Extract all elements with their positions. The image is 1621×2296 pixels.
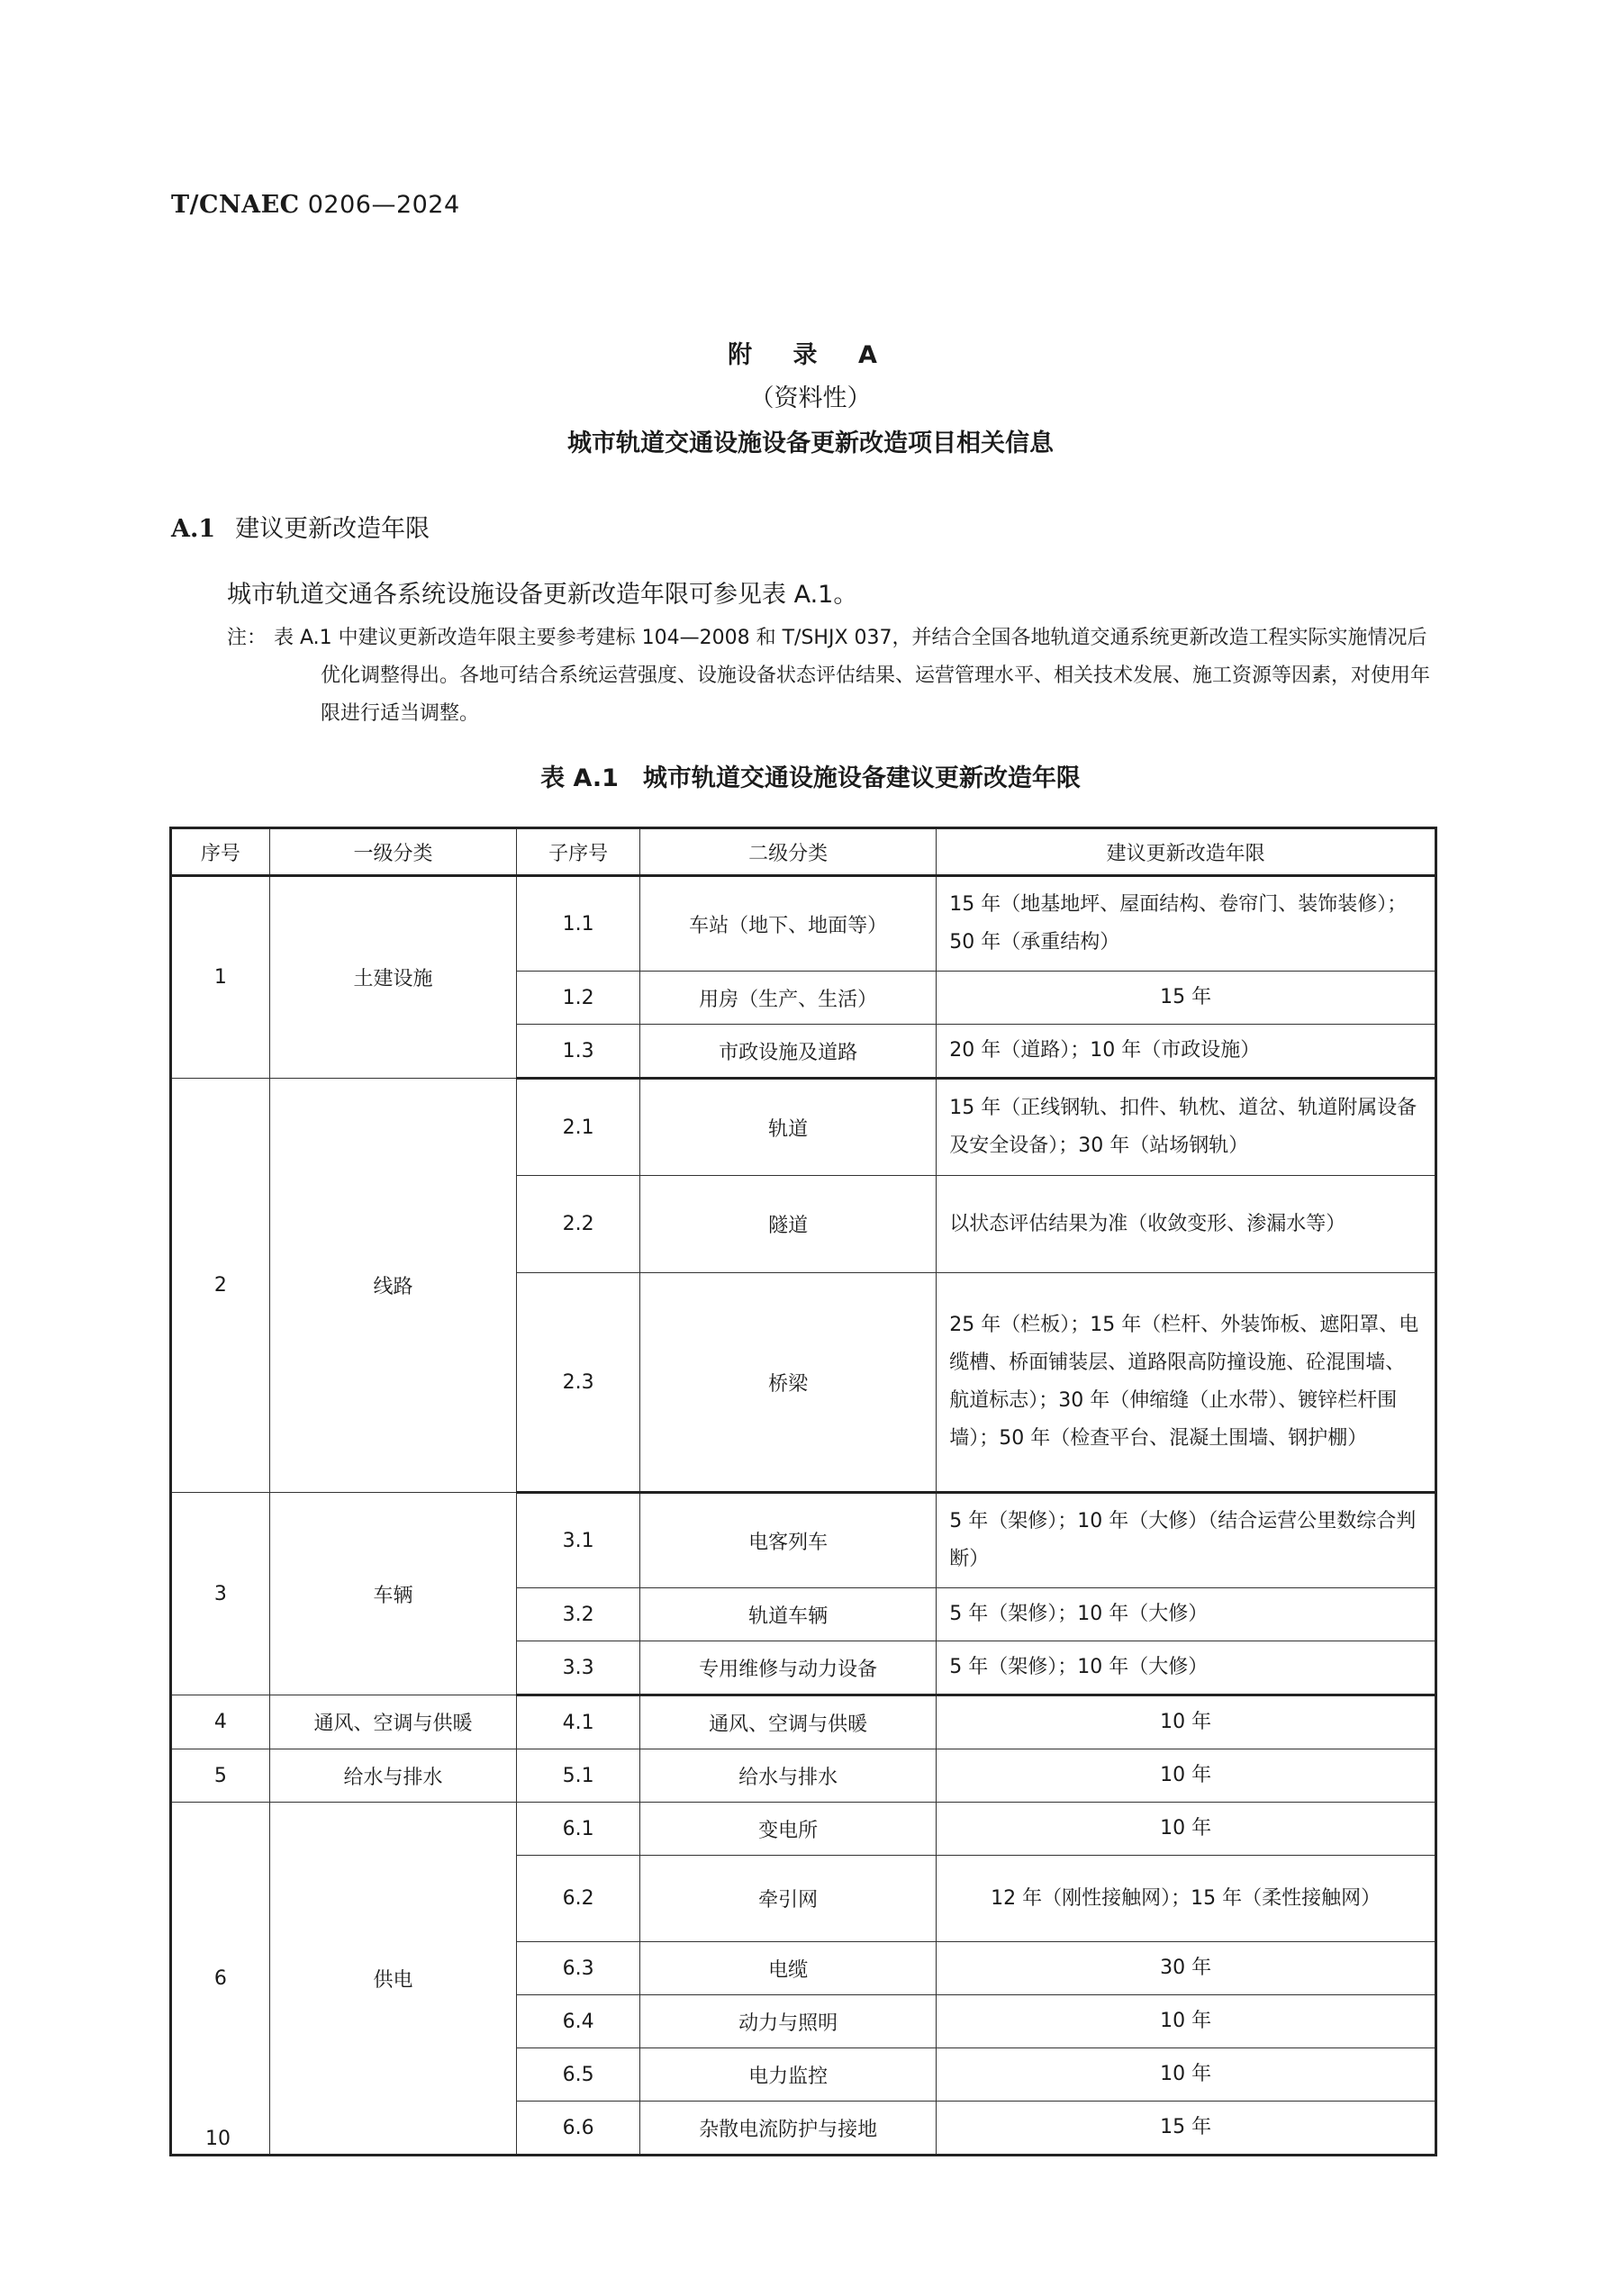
header-category: 一级分类: [269, 828, 516, 876]
note-block: [227, 619, 1434, 733]
subcategory: 车站（地下、地面等）: [640, 876, 937, 972]
period: 12 年（刚性接触网）；15 年（柔性接触网）: [937, 1856, 1436, 1942]
table-header-row: [171, 828, 1436, 876]
subcategory: 电力监控: [640, 2048, 937, 2102]
sub-no: 4.1: [517, 1695, 640, 1749]
header-period: 建议更新改造年限: [937, 828, 1436, 876]
subcategory: 市政设施及道路: [640, 1025, 937, 1079]
group-no: 5: [171, 1749, 270, 1803]
sub-no: 2.1: [517, 1079, 640, 1176]
intro-paragraph: 城市轨道交通各系统设施设备更新改造年限可参见表 A.1。: [227, 581, 858, 609]
group-category: 通风、空调与供暖: [269, 1695, 516, 1749]
sub-no: 6.6: [517, 2102, 640, 2156]
period: 10 年: [937, 1995, 1436, 2048]
standard-code: [171, 191, 460, 219]
sub-no: 6.1: [517, 1803, 640, 1856]
period: 15 年（地基地坪、屋面结构、卷帘门、装饰装修）；50 年（承重结构）: [937, 876, 1436, 972]
table-row: [171, 1695, 1436, 1749]
sub-no: 6.2: [517, 1856, 640, 1942]
group-no: 2: [171, 1079, 270, 1493]
subcategory: 隧道: [640, 1176, 937, 1273]
period: 10 年: [937, 2048, 1436, 2102]
subcategory: 杂散电流防护与接地: [640, 2102, 937, 2156]
sub-no: 1.1: [517, 876, 640, 972]
period: 10 年: [937, 1749, 1436, 1803]
table-row: [171, 1803, 1436, 1856]
sub-no: 5.1: [517, 1749, 640, 1803]
group-no: 1: [171, 876, 270, 1079]
subcategory: 给水与排水: [640, 1749, 937, 1803]
table-row: [171, 1749, 1436, 1803]
group-category: 线路: [269, 1079, 516, 1493]
period: 以状态评估结果为准（收敛变形、渗漏水等）: [937, 1176, 1436, 1273]
sub-no: 6.5: [517, 2048, 640, 2102]
sub-no: 6.4: [517, 1995, 640, 2048]
sub-no: 3.1: [517, 1493, 640, 1588]
subcategory: 用房（生产、生活）: [640, 972, 937, 1025]
subcategory: 轨道: [640, 1079, 937, 1176]
header-no: 序号: [171, 828, 270, 876]
sub-no: 2.3: [517, 1273, 640, 1493]
period: 5 年（架修）；10 年（大修）: [937, 1588, 1436, 1641]
period: 5 年（架修）；10 年（大修）（结合运营公里数综合判断）: [937, 1493, 1436, 1588]
group-category: 给水与排水: [269, 1749, 516, 1803]
standard-prefix: T/CNAEC: [171, 191, 300, 219]
header-sub-no: 子序号: [517, 828, 640, 876]
section-number: A.1: [171, 515, 216, 543]
section-heading: [171, 509, 430, 544]
table-row: [171, 876, 1436, 972]
page-number: 10: [205, 2128, 231, 2150]
section-title: 建议更新改造年限: [235, 515, 430, 543]
sub-no: 1.2: [517, 972, 640, 1025]
period: 10 年: [937, 1803, 1436, 1856]
standard-number: 0206—2024: [307, 191, 460, 219]
header-subcategory: 二级分类: [640, 828, 937, 876]
note-lead: 注：: [227, 627, 267, 649]
subcategory: 变电所: [640, 1803, 937, 1856]
appendix-title: 附 录 A: [728, 341, 893, 369]
group-no: 6: [171, 1803, 270, 2156]
group-category: 土建设施: [269, 876, 516, 1079]
appendix-name: 城市轨道交通设施设备更新改造项目相关信息: [567, 429, 1054, 457]
note-text: 表 A.1 中建议更新改造年限主要参考建标 104—2008 和 T/SHJX 037，并结合全国各地轨道交通系统更新改造工程实际实施情况后优化调整得出。各地可结合系统运营强度、设施设备状态评估结果、运营管理水平、相关技术发展、施工资源等因素，对使用年限进行适当调整。: [274, 627, 1431, 725]
sub-no: 2.2: [517, 1176, 640, 1273]
sub-no: 3.2: [517, 1588, 640, 1641]
sub-no: 1.3: [517, 1025, 640, 1079]
subcategory: 牵引网: [640, 1856, 937, 1942]
subcategory: 桥梁: [640, 1273, 937, 1493]
period: 30 年: [937, 1942, 1436, 1995]
group-no: 3: [171, 1493, 270, 1695]
period: 15 年: [937, 972, 1436, 1025]
subcategory: 电客列车: [640, 1493, 937, 1588]
period: 5 年（架修）；10 年（大修）: [937, 1641, 1436, 1695]
subcategory: 电缆: [640, 1942, 937, 1995]
table-row: [171, 1493, 1436, 1588]
subcategory: 动力与照明: [640, 1995, 937, 2048]
period: 10 年: [937, 1695, 1436, 1749]
group-no: 4: [171, 1695, 270, 1749]
table-caption: 表 A.1 城市轨道交通设施设备建议更新改造年限: [540, 764, 1081, 792]
subcategory: 专用维修与动力设备: [640, 1641, 937, 1695]
subcategory: 通风、空调与供暖: [640, 1695, 937, 1749]
table-row: [171, 1079, 1436, 1176]
sub-no: 3.3: [517, 1641, 640, 1695]
period: 15 年（正线钢轨、扣件、轨枕、道岔、轨道附属设备及安全设备）；30 年（站场钢轨）: [937, 1079, 1436, 1176]
subcategory: 轨道车辆: [640, 1588, 937, 1641]
group-category: 车辆: [269, 1493, 516, 1695]
period: 20 年（道路）；10 年（市政设施）: [937, 1025, 1436, 1079]
period: 25 年（栏板）；15 年（栏杆、外装饰板、遮阳罩、电缆槽、桥面铺装层、道路限高防撞设施、砼混围墙、航道标志）；30 年（伸缩缝（止水带）、镀锌栏杆围墙）；50 年（检查平台、混凝土围墙、钢护棚）: [937, 1273, 1436, 1493]
sub-no: 6.3: [517, 1942, 640, 1995]
renewal-period-table: [169, 827, 1437, 2156]
appendix-type: （资料性）: [749, 384, 872, 412]
period: 15 年: [937, 2102, 1436, 2156]
group-category: 供电: [269, 1803, 516, 2156]
